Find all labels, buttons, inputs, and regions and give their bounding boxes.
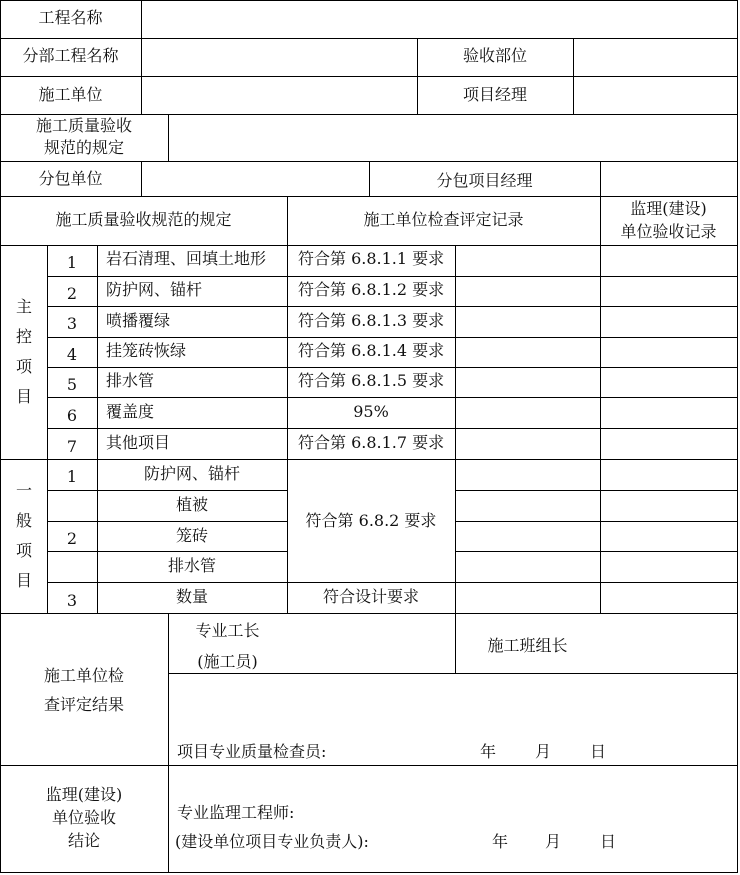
construction-unit-label: 施工单位 [38,85,103,104]
subcontract-manager-field[interactable] [601,162,736,195]
supervision-cell[interactable] [601,429,736,458]
engineer-label: 专业监理工程师: [177,803,295,822]
supervision-cell[interactable] [601,460,736,489]
record-cell[interactable] [456,552,599,581]
item-name: 排水管 [167,556,216,575]
general-items-group-label: 一 般 项 目 [15,481,32,590]
foreman-label-line1: 专业工长 [195,621,260,640]
record-cell[interactable] [456,398,599,427]
item-name: 数量 [175,587,208,606]
rule [737,0,738,873]
rule [0,196,738,197]
spec-label-line2: 规范的规定 [43,138,124,157]
item-requirement: 符合第 6.8.1.3 要求 [298,311,445,330]
conclusion-month: 月 [545,832,562,851]
row-number: 3 [66,591,78,610]
project-manager-field[interactable] [574,77,736,113]
team-leader-label: 施工班组长 [487,636,568,655]
team-leader-field[interactable] [601,614,736,672]
conclusion-label-line1: 监理(建设) [45,785,123,804]
spec-field[interactable] [169,115,736,160]
supervision-cell[interactable] [601,491,736,520]
record-cell[interactable] [456,246,599,275]
record-cell[interactable] [456,277,599,305]
row-number: 7 [66,437,78,456]
result-day: 日 [590,742,607,761]
rule [47,521,287,522]
quantity-requirement: 符合设计要求 [322,587,419,606]
supervision-cell[interactable] [601,583,736,612]
item-name: 岩石清理、回填土地形 [106,249,267,268]
item-name: 排水管 [106,371,155,390]
sub-project-label: 分部工程名称 [22,46,119,65]
item-name: 防护网、锚杆 [106,280,203,299]
rule [47,551,287,552]
result-label-line2: 查评定结果 [43,695,124,714]
subcontract-unit-label: 分包单位 [38,169,103,188]
subcontract-manager-label: 分包项目经理 [436,171,533,190]
owner-rep-label: (建设单位项目专业负责人): [175,832,369,851]
construction-unit-field[interactable] [142,77,416,113]
item-requirement: 符合第 6.8.1.7 要求 [298,433,445,452]
conclusion-year: 年 [492,832,509,851]
row-number: 2 [66,284,78,303]
col-spec-rules: 施工质量验收规范的规定 [55,210,232,229]
project-name-label: 工程名称 [38,8,103,27]
project-manager-label: 项目经理 [462,85,527,104]
spec-label-line1: 施工质量验收 [35,116,132,135]
row-number: 3 [66,314,78,333]
item-name: 其他项目 [106,433,171,452]
item-name: 挂笼砖恢绿 [106,341,187,360]
rule [0,872,738,873]
supervision-cell[interactable] [601,522,736,550]
supervision-cell[interactable] [601,338,736,366]
foreman-field[interactable] [288,614,454,672]
accept-part-field[interactable] [574,39,736,75]
supervision-cell[interactable] [601,246,736,275]
supervision-cell[interactable] [601,552,736,581]
record-cell[interactable] [456,491,599,520]
record-cell[interactable] [456,583,599,612]
result-field[interactable] [169,674,736,736]
conclusion-field[interactable] [169,766,736,796]
col-inspection-record: 施工单位检查评定记录 [363,210,524,229]
supervision-cell[interactable] [601,307,736,336]
sub-project-field[interactable] [142,39,416,75]
record-cell[interactable] [456,429,599,458]
item-name: 笼砖 [175,526,208,545]
item-name: 喷播覆绿 [106,311,171,330]
result-label-line1: 施工单位检 [43,666,124,685]
conclusion-day: 日 [600,832,617,851]
foreman-label-line2: (施工员) [197,652,258,671]
row-number: 1 [66,253,78,272]
supervision-cell[interactable] [601,368,736,396]
record-cell[interactable] [456,522,599,550]
item-name: 防护网、锚杆 [143,464,240,483]
result-month: 月 [535,742,552,761]
item-requirement: 符合第 6.8.1.2 要求 [298,280,445,299]
conclusion-label-line3: 结论 [67,831,100,850]
inspector-label: 项目专业质量检查员: [177,742,327,761]
record-cell[interactable] [456,307,599,336]
conclusion-label-line2: 单位验收 [51,808,116,827]
row-number: 1 [66,467,78,486]
result-year: 年 [480,742,497,761]
row-number: 2 [66,529,78,548]
record-cell[interactable] [456,460,599,489]
col-supervision-line2: 单位验收记录 [620,222,717,241]
project-name-field[interactable] [142,1,736,37]
record-cell[interactable] [456,368,599,396]
col-supervision-line1: 监理(建设) [630,199,707,218]
row-number: 5 [66,375,78,394]
item-requirement: 符合第 6.8.1.1 要求 [298,249,445,268]
rule [47,490,287,491]
row-number: 6 [66,406,78,425]
main-items-group-label: 主 控 项 目 [15,297,32,406]
accept-part-label: 验收部位 [462,46,527,65]
item-name: 覆盖度 [106,402,155,421]
supervision-cell[interactable] [601,398,736,427]
record-cell[interactable] [456,338,599,366]
item-requirement: 95% [353,402,389,421]
subcontract-unit-field[interactable] [142,162,368,195]
general-merged-requirement: 符合第 6.8.2 要求 [305,511,437,530]
item-name: 植被 [175,495,208,514]
item-requirement: 符合第 6.8.1.4 要求 [298,341,445,360]
item-requirement: 符合第 6.8.1.5 要求 [298,371,445,390]
row-number: 4 [66,345,78,364]
supervision-cell[interactable] [601,277,736,305]
